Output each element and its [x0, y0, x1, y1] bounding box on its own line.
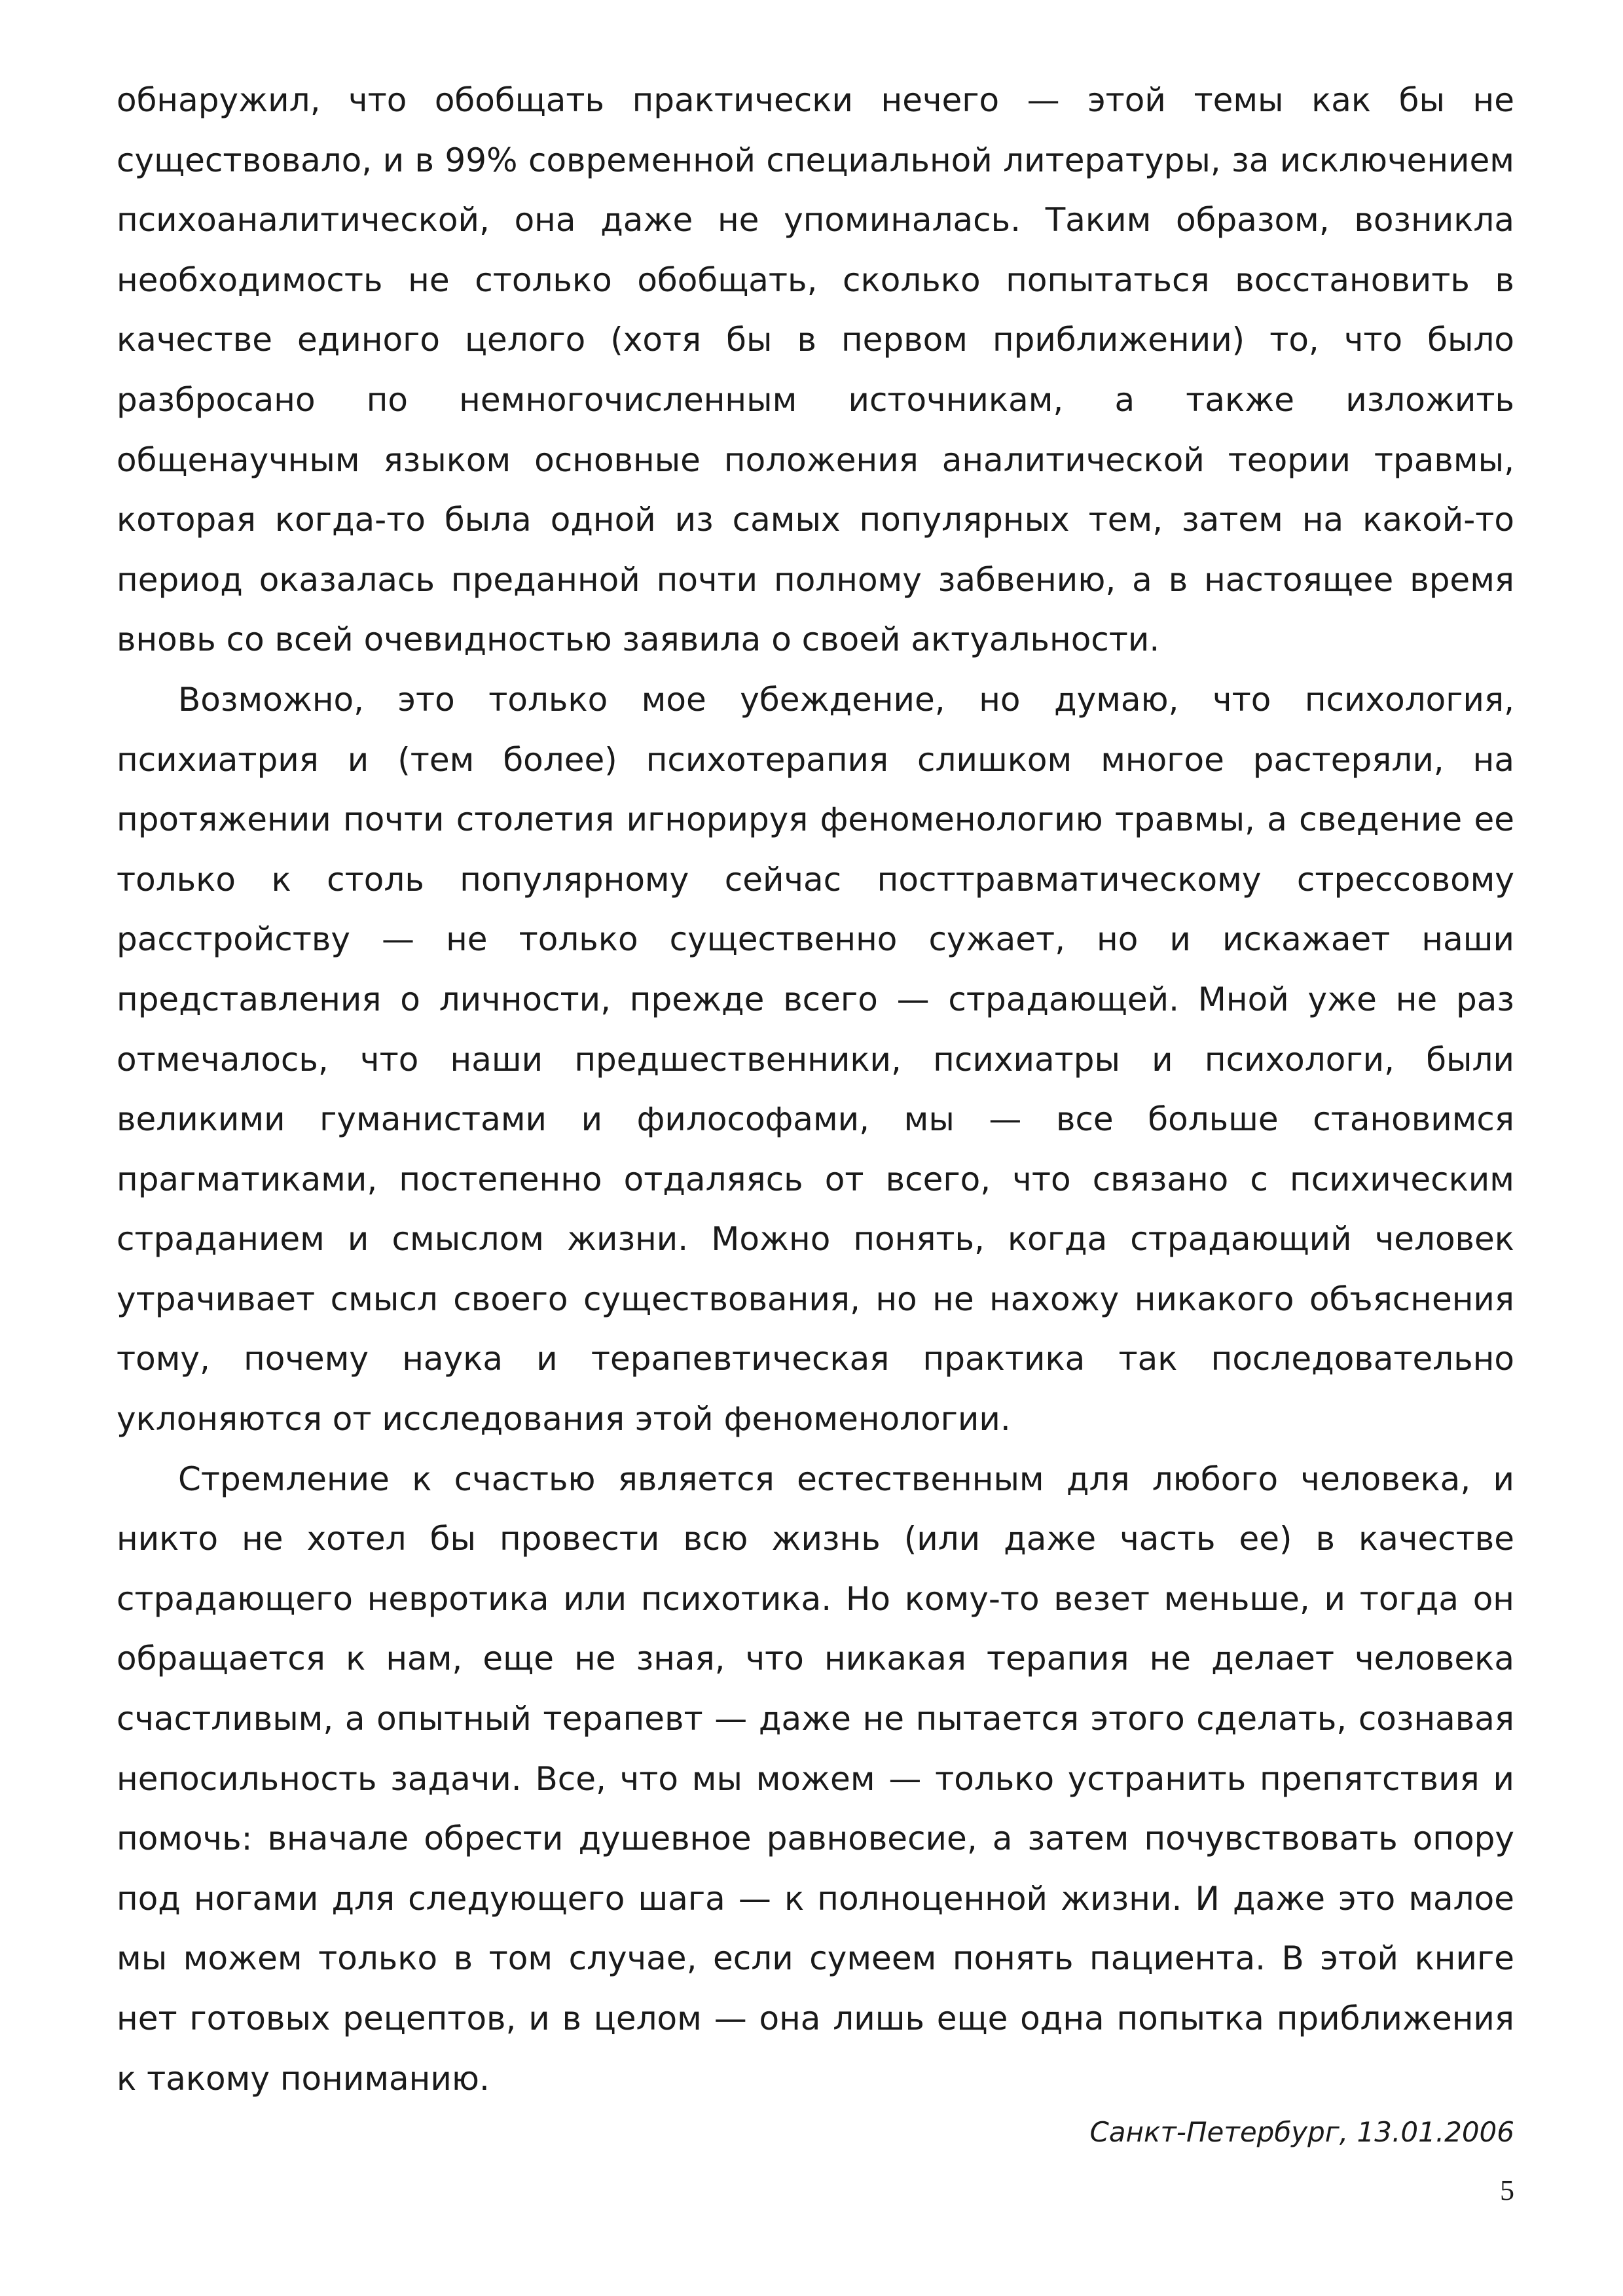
paragraph-psychology: Возможно, это только мое убеждение, но думаю, что психология, психиатрия и (тем более) психотерапия слишком многое растеряли, на протяжении почти столетия игнорируя феноменологию травмы, а сведение ее только к столь популярному сейчас посттравматическому стрессовому расстройству — не только существенно сужает, но и искажает наши представления о личности, прежде всего — страдающей. Мной уже не раз отмечалось, что наши предшественники, психиатры и психологи, были великими гуманистами и философами, мы — все больше становимся прагматиками, постепенно отдаляясь от всего, что связано с психическим страданием и смыслом жизни. Можно понять, когда страдающий человек утрачивает смысл своего существования, но не нахожу никакого объяснения тому, почему наука и терапевтическая практика так последовательно уклоняются от исследования этой феноменологии.: [117, 680, 1514, 1439]
paragraph-continuation: обнаружил, что обобщать практически нечего — этой темы как бы не существовало, и в 99% современной специальной литературы, за исключением психоаналитической, она даже не упоминалась. Таким образом, возникла необходимость не столько обобщать, сколько попытаться восстановить в качестве единого целого (хотя бы в первом приближении) то, что было разбросано по немногочисленным источникам, а также изложить общенаучным языком основные положения аналитической теории травмы, которая когда-то была одной из самых популярных тем, затем на какой-то период оказалась преданной почти полному забвению, а в настоящее время вновь со всей очевидностью заявила о своей актуальности.: [117, 81, 1514, 659]
paragraph-happiness: Стремление к счастью является естественным для любого человека, и никто не хотел бы провести всю жизнь (или даже часть ее) в качестве страдающего невротика или психотика. Но кому-то везет меньше, и тогда он обращается к нам, еще не зная, что никакая терапия не делает человека счастливым, а опытный терапевт — даже не пытается этого сделать, сознавая непосильность задачи. Все, что мы можем — только устранить препятствия и помочь: вначале обрести душевное равновесие, а затем почувствовать опору под ногами для следующего шага — к полноценной жизни. И даже это малое мы можем только в том случае, если сумеем понять пациента. В этой книге нет готовых рецептов, и в целом — она лишь еще одна попытка приближения к такому пониманию.: [117, 1460, 1514, 2098]
page-body: [117, 71, 1514, 2152]
place-date-signature: Санкт-Петербург, 13.01.2006: [1089, 2116, 1514, 2149]
page-number: 5: [1500, 2174, 1514, 2206]
